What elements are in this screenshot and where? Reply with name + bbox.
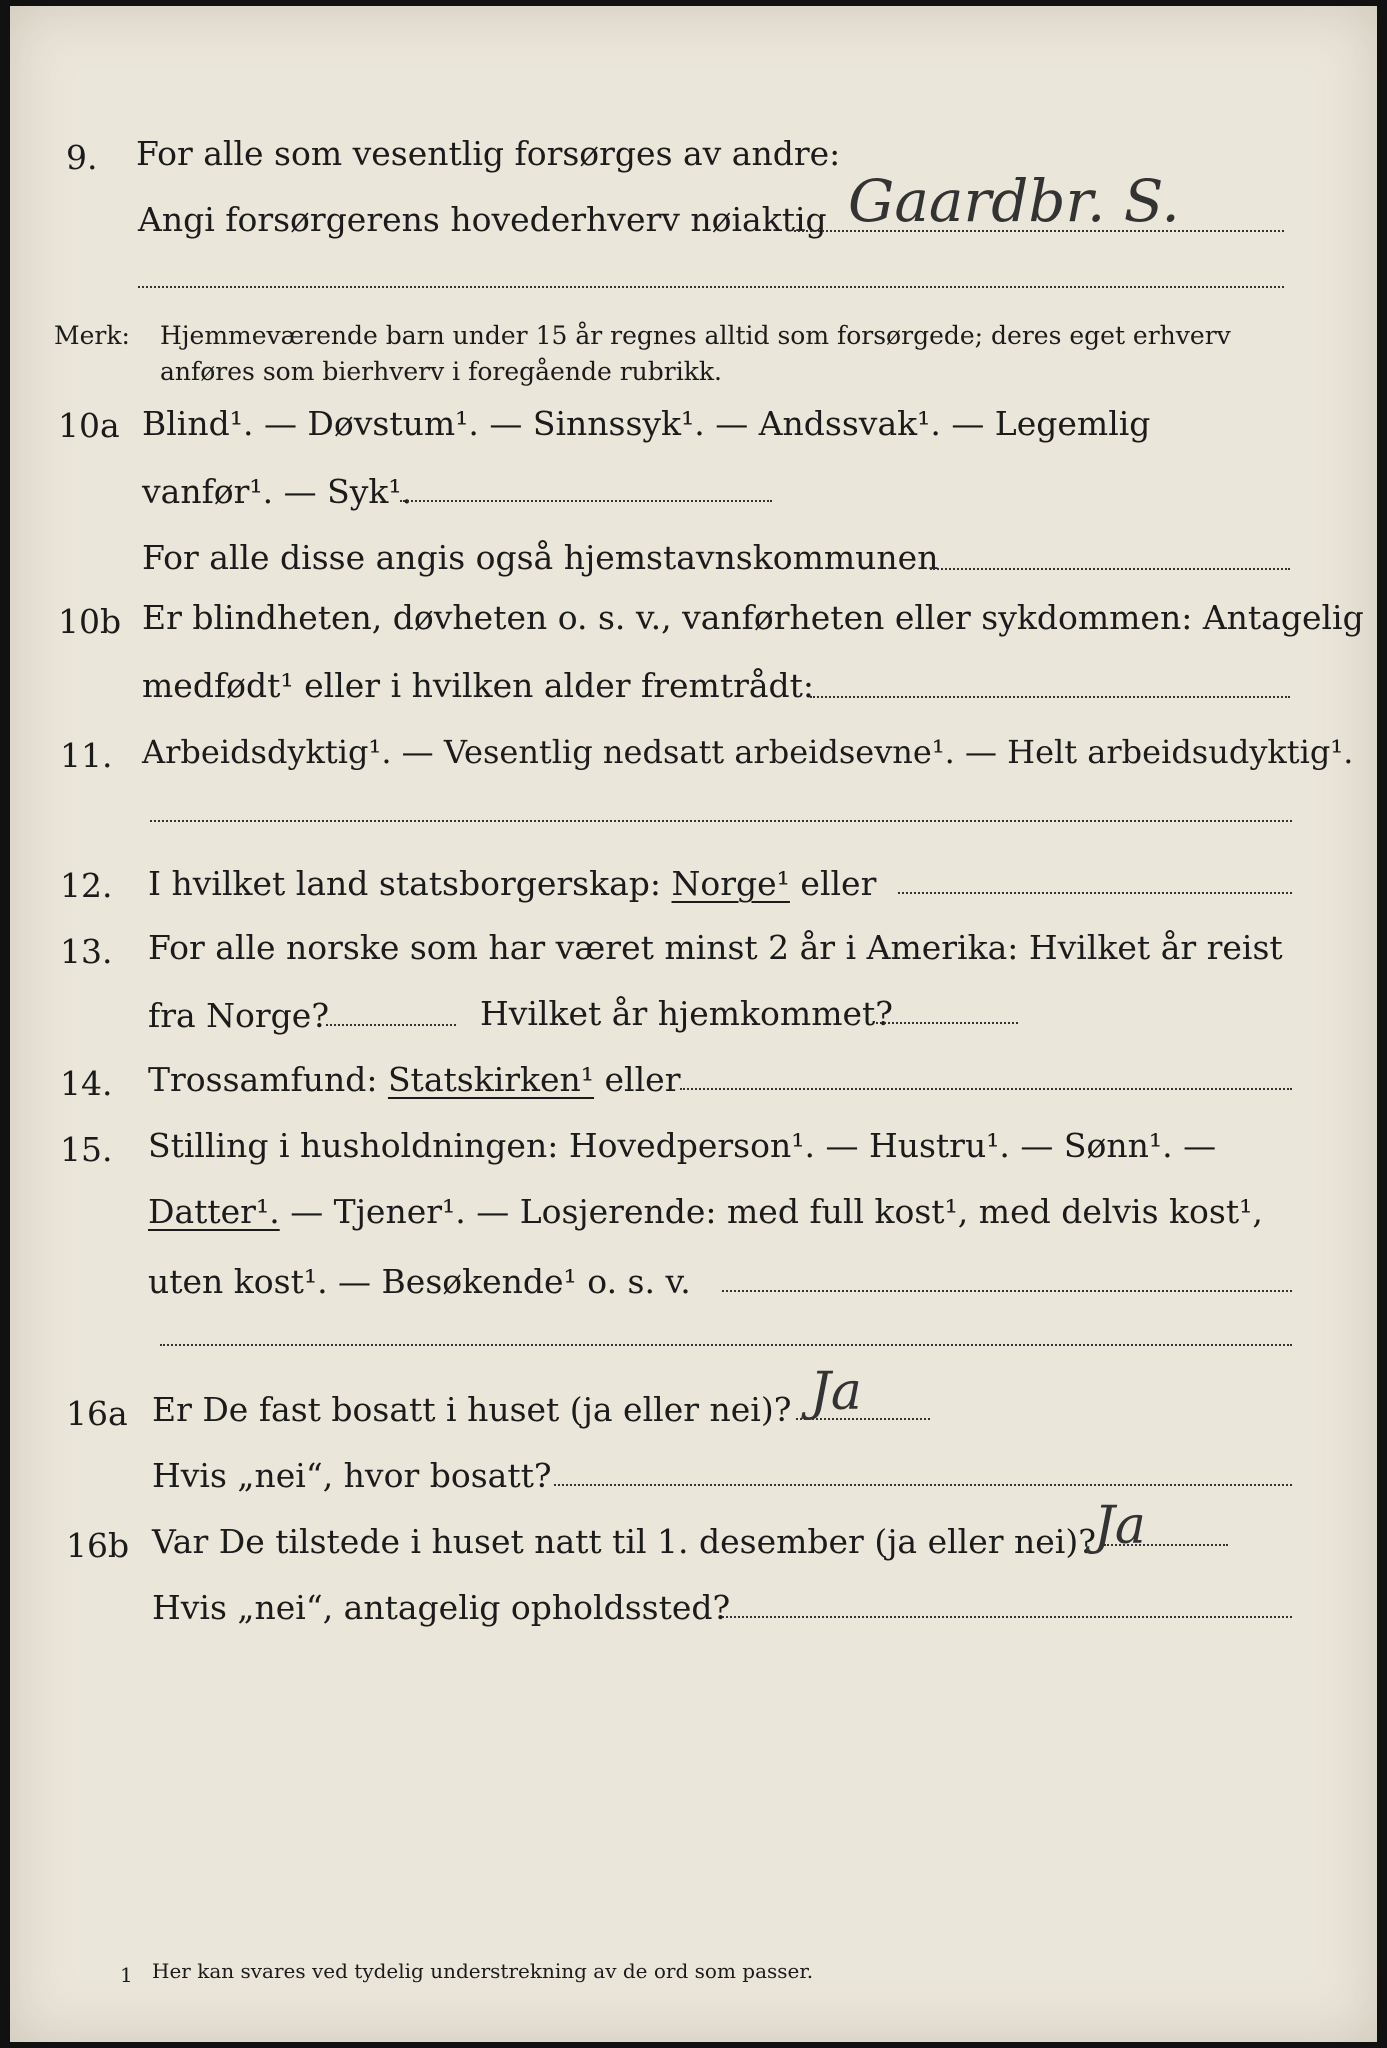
q9-number: 9. xyxy=(66,138,98,177)
q10a-line3: For alle disse angis også hjemstavnskommunen xyxy=(142,538,939,577)
q12-answer-norge: Norge¹ xyxy=(671,864,790,903)
q10a-number: 10a xyxy=(58,406,120,445)
footnote-text: Her kan svares ved tydelig understrekning av de ord som passer. xyxy=(152,1959,814,1983)
q15-line3-fill xyxy=(722,1290,1292,1292)
q16b-line2-fill xyxy=(722,1616,1292,1618)
q13-line1: For alle norske som har været minst 2 år i Amerika: Hvilket år reist xyxy=(148,928,1283,967)
q14-fill xyxy=(680,1088,1292,1090)
q16a-line1: Er De fast bosatt i huset (ja eller nei)? xyxy=(152,1390,792,1429)
q16a-line2: Hvis „nei“, hvor bosatt? xyxy=(152,1456,552,1495)
census-form-page xyxy=(10,6,1377,2042)
q14-text xyxy=(148,1060,680,1100)
q15-line1: Stilling i husholdningen: Hovedperson¹. — Hustru¹. — Sønn¹. — xyxy=(148,1126,1217,1165)
q16b-line1: Var De tilstede i huset natt til 1. desember (ja eller nei)? xyxy=(152,1522,1096,1561)
q9-line2: Angi forsørgerens hovederhverv nøiaktig xyxy=(138,200,827,239)
q16b-number: 16b xyxy=(66,1526,130,1565)
q16a-handwritten-answer: Ja xyxy=(810,1362,862,1422)
q12-text xyxy=(148,864,876,904)
q10b-number: 10b xyxy=(58,602,122,641)
q11-extra-line xyxy=(150,820,1292,822)
q16b-handwritten-answer: Ja xyxy=(1094,1496,1146,1556)
merk-line1: Hjemmeværende barn under 15 år regnes alltid som forsørgede; deres eget erhverv xyxy=(160,321,1231,350)
q15-line3: uten kost¹. — Besøkende¹ o. s. v. xyxy=(148,1262,691,1301)
q13-line2b: Hvilket år hjemkommet? xyxy=(480,994,893,1033)
q15-line2-rest: — Tjener¹. — Losjerende: med full kost¹, med delvis kost¹, xyxy=(290,1192,1263,1231)
q13-number: 13. xyxy=(60,932,113,971)
q10b-line1: Er blindheten, døvheten o. s. v., vanførheten eller sykdommen: Antagelig xyxy=(142,598,1364,637)
q11-line1: Arbeidsdyktig¹. — Vesentlig nedsatt arbeidsevne¹. — Helt arbeidsudyktig¹. xyxy=(142,733,1354,771)
q16a-line2-fill xyxy=(554,1484,1292,1486)
q9-line1: For alle som vesentlig forsørges av andre: xyxy=(136,134,841,173)
q13-reist-fill xyxy=(326,1024,456,1026)
q12-fill xyxy=(898,892,1292,894)
q10a-line3-fill xyxy=(930,568,1290,570)
q14-prefix: Trossamfund: xyxy=(148,1060,378,1099)
q16a-number: 16a xyxy=(66,1394,128,1433)
q12-number: 12. xyxy=(60,866,113,905)
q14-number: 14. xyxy=(60,1064,113,1103)
q13-line2a: fra Norge? xyxy=(148,996,330,1035)
q15-extra-line xyxy=(160,1344,1292,1346)
q9-handwritten-answer: Gaardbr. S. xyxy=(848,167,1180,235)
q10a-line2: vanfør¹. — Syk¹. xyxy=(142,472,413,511)
q10a-line2-fill xyxy=(400,500,772,502)
q14-answer-statskirken: Statskirken¹ xyxy=(387,1060,595,1099)
q10b-line2: medfødt¹ eller i hvilken alder fremtrådt: xyxy=(142,666,815,705)
q10b-line2-fill xyxy=(810,696,1290,698)
q15-line2 xyxy=(148,1192,1263,1232)
q9-extra-line xyxy=(138,286,1284,288)
q10a-line1: Blind¹. — Døvstum¹. — Sinnssyk¹. — Andssvak¹. — Legemlig xyxy=(142,404,1151,443)
merk-line2: anføres som bierhverv i foregående rubrikk. xyxy=(160,357,722,386)
footnote-marker: 1 xyxy=(120,1963,133,1987)
q15-answer-datter: Datter¹. xyxy=(148,1192,280,1231)
q14-suffix: eller xyxy=(604,1060,681,1099)
q12-suffix: eller xyxy=(800,864,877,903)
q15-number: 15. xyxy=(60,1130,113,1169)
q12-prefix: I hvilket land statsborgerskap: xyxy=(148,864,662,903)
q13-hjemkommet-fill xyxy=(876,1022,1018,1024)
q16b-line2: Hvis „nei“, antagelig opholdssted? xyxy=(152,1588,731,1627)
merk-label: Merk: xyxy=(54,321,130,350)
q11-number: 11. xyxy=(60,736,113,775)
